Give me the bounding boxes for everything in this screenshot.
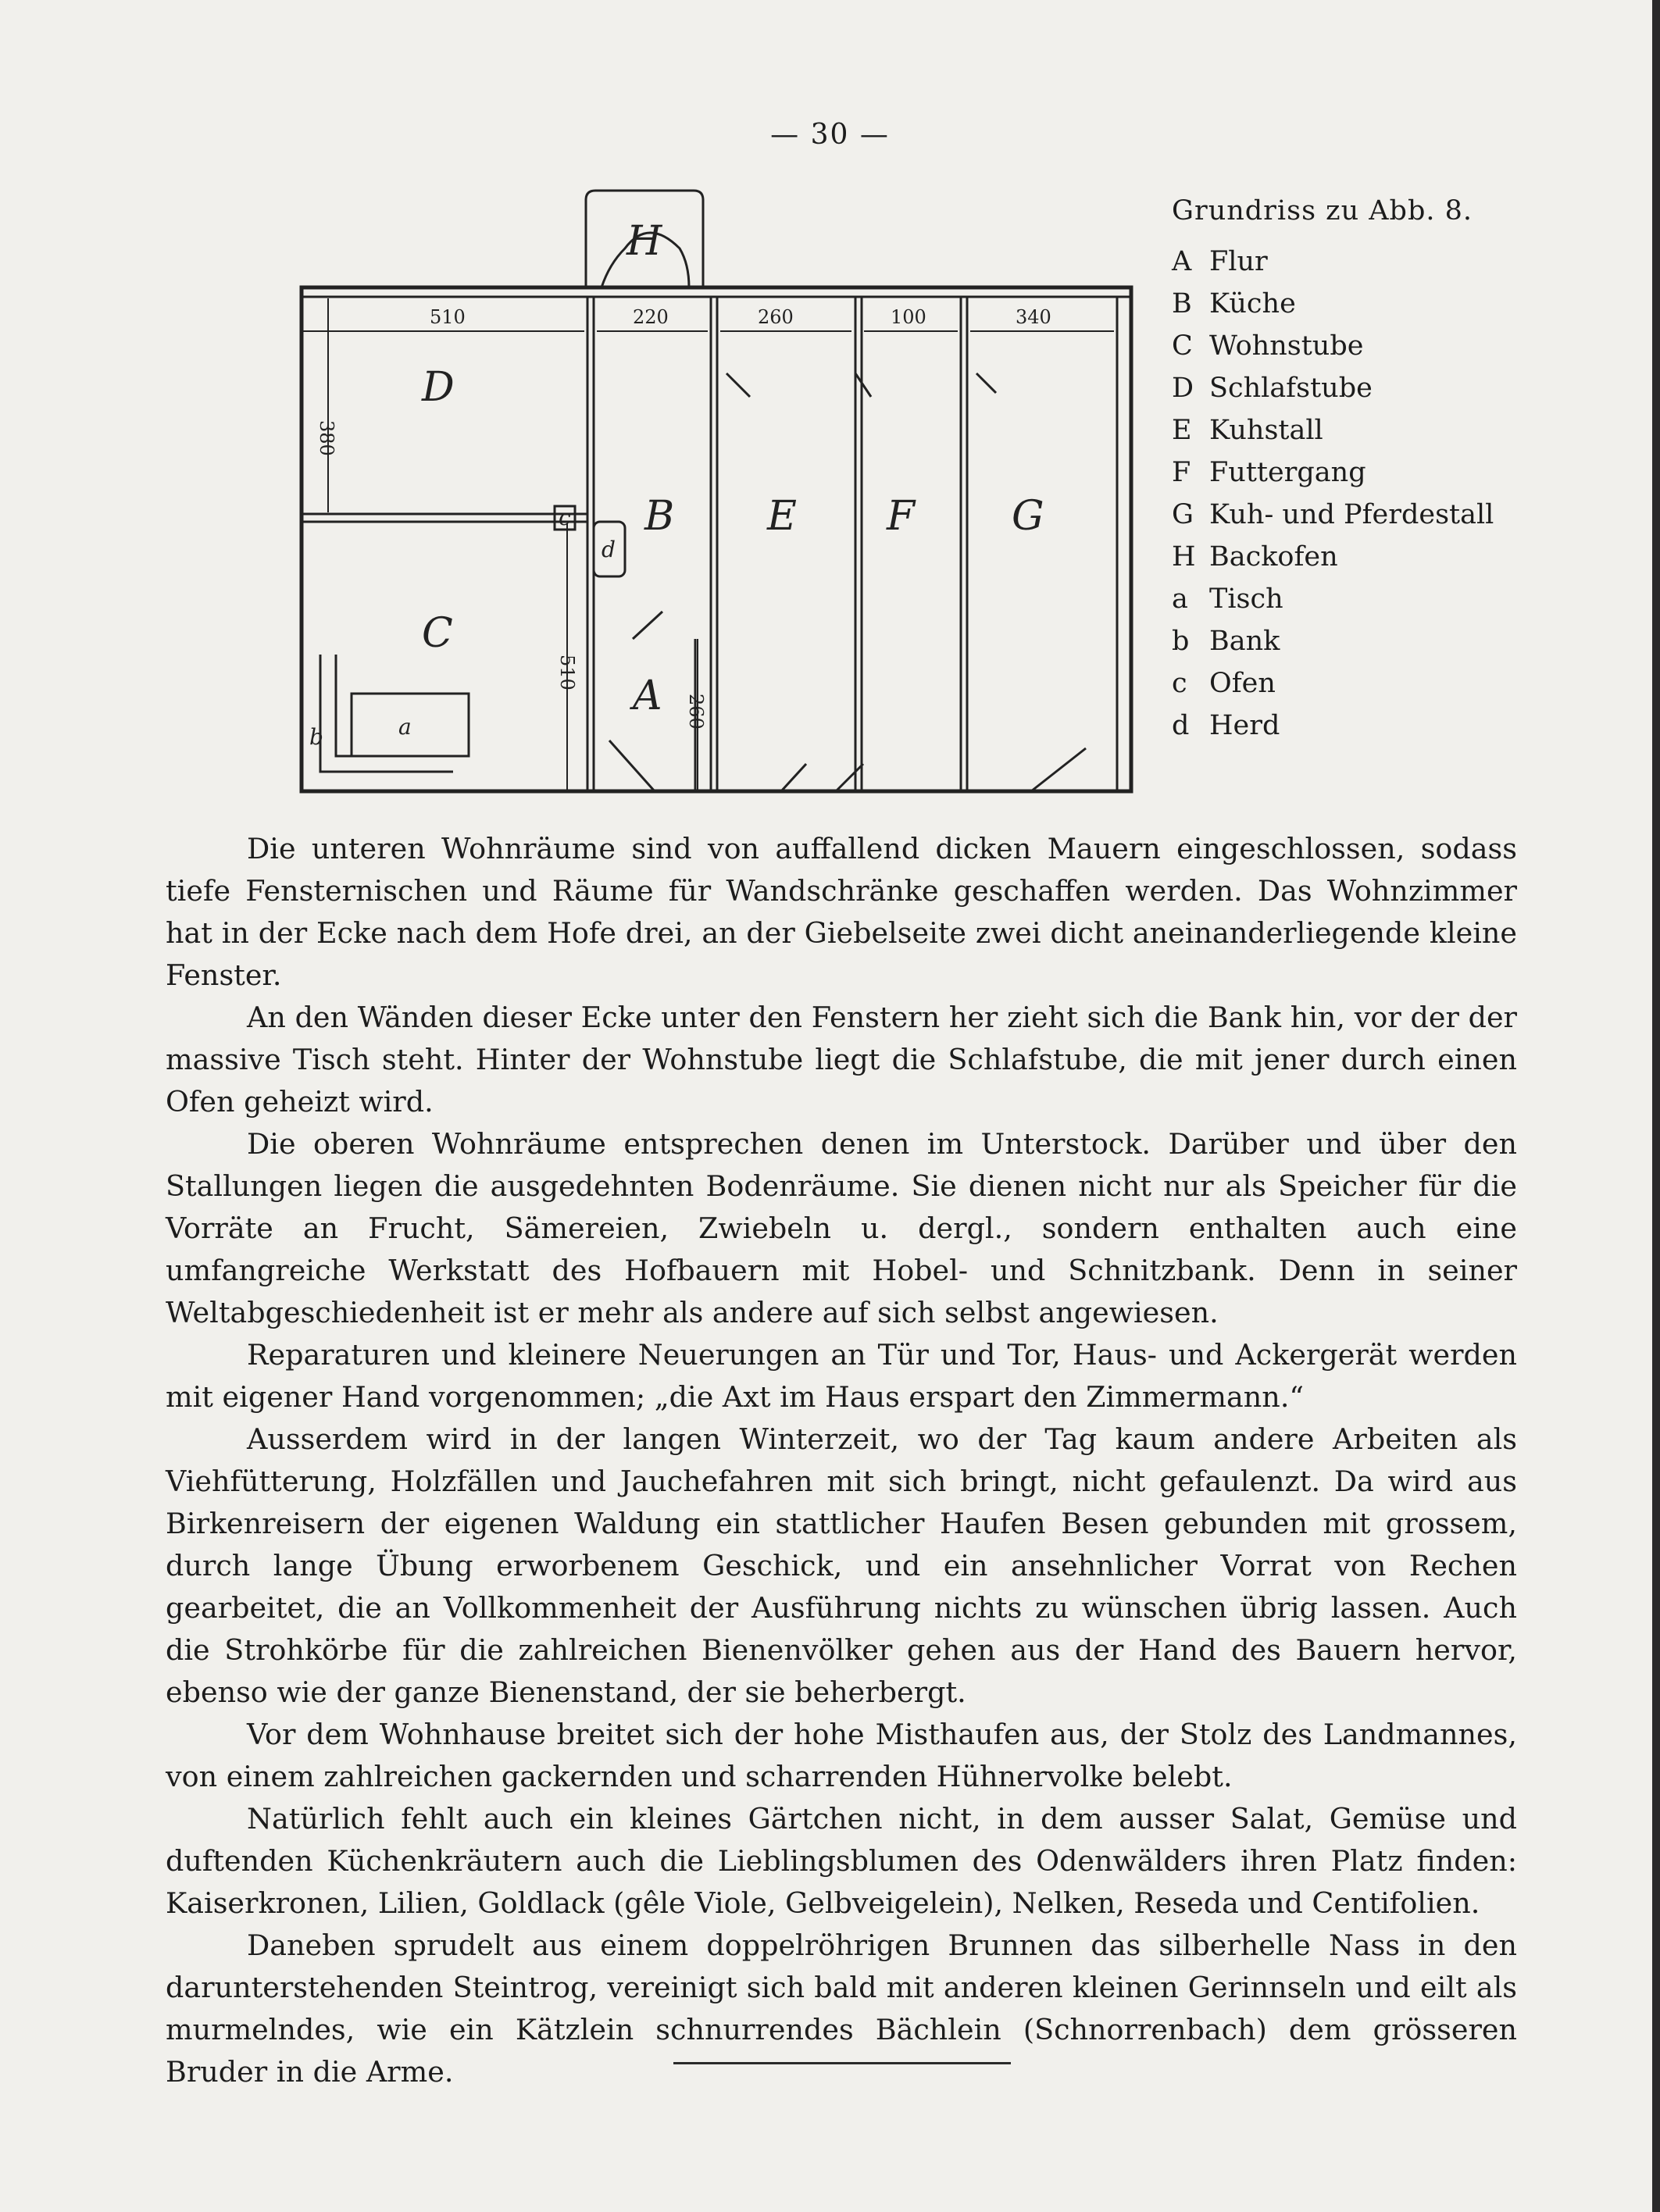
- room-label-d: D: [422, 364, 455, 411]
- legend-key: d: [1172, 710, 1190, 741]
- legend-label: Herd: [1209, 710, 1280, 741]
- dim-510: 510: [430, 306, 466, 328]
- legend-key: D: [1172, 373, 1194, 404]
- legend-key: G: [1172, 499, 1194, 530]
- legend-label: Schlafstube: [1209, 373, 1373, 404]
- page-number: — 30 —: [770, 119, 890, 151]
- furniture-label-d: d: [602, 537, 616, 562]
- dim-510-vertical: 510: [556, 655, 578, 690]
- legend-key: a: [1172, 583, 1188, 615]
- legend-item-h-upper: [1172, 536, 1539, 578]
- paragraph: Reparaturen und kleinere Neuerungen an Tür und Tor, Haus- und Ackergerät werden mit eigener Hand vorgenommen; „die Axt im Haus erspart den Zimmermann.“: [166, 1338, 1517, 1414]
- page-edge: [1652, 0, 1660, 2212]
- legend-label: Futtergang: [1209, 457, 1366, 488]
- paragraph: An den Wänden dieser Ecke unter den Fenstern her zieht sich die Bank hin, vor der der massive Tisch steht. Hinter der Wohnstube liegt die Schlafstube, die mit jener durch einen Ofen geheizt wird.: [166, 1001, 1517, 1118]
- paragraph: Daneben sprudelt aus einem doppelröhrigen Brunnen das silberhelle Nass in den darunterstehenden Steintrog, vereinigt sich bald mit anderen kleinen Gerinnseln und eilt als murmelndes, wie ein Kätzlein schnurrendes Bächlein (Schnorrenbach) dem grösseren Bruder in die Arme.: [166, 1928, 1517, 2089]
- dim-380: 380: [316, 420, 337, 456]
- end-rule: [673, 2062, 1011, 2064]
- furniture-label-b: b: [309, 724, 323, 750]
- room-label-c: C: [422, 610, 453, 657]
- legend-label: Kuh- und Pferdestall: [1209, 499, 1494, 530]
- furniture-label-a: a: [398, 714, 412, 740]
- legend-key: A: [1172, 246, 1192, 277]
- paragraph: Vor dem Wohnhause breitet sich der hohe Misthaufen aus, der Stolz des Landmannes, von einem zahlreichen gackernden und scharrenden Hühnervolke belebt.: [166, 1718, 1517, 1793]
- legend-item-b-upper: [1172, 283, 1539, 325]
- dim-340: 340: [1016, 306, 1051, 328]
- room-label-b: B: [644, 493, 675, 540]
- legend-label: Backofen: [1209, 541, 1338, 573]
- legend-item-e-upper: [1172, 409, 1539, 451]
- legend-key: C: [1172, 330, 1193, 362]
- legend-key: E: [1172, 415, 1192, 446]
- legend-label: Tisch: [1209, 583, 1283, 615]
- legend-key: b: [1172, 626, 1190, 657]
- body-text: [166, 828, 1517, 2093]
- room-label-f: F: [887, 493, 916, 540]
- legend-label: Ofen: [1209, 668, 1276, 699]
- legend-item-a-upper: [1172, 241, 1539, 283]
- paragraph: Die unteren Wohnräume sind von auffallend dicken Mauern eingeschlossen, sodass tiefe Fensternischen und Räume für Wandschränke geschaffen werden. Das Wohnzimmer hat in der Ecke nach dem Hofe drei, an der Giebelseite zwei dicht aneinanderliegende kleine Fenster.: [166, 832, 1517, 992]
- legend-item-d-lower: [1172, 705, 1539, 747]
- legend-item-b-lower: [1172, 620, 1539, 662]
- legend-label: Bank: [1209, 626, 1280, 657]
- legend: [1172, 195, 1539, 747]
- furniture-label-c: c: [559, 505, 571, 530]
- floor-plan: [289, 186, 1141, 803]
- legend-key: H: [1172, 541, 1196, 573]
- paragraph: Die oberen Wohnräume entsprechen denen im Unterstock. Darüber und über den Stallungen liegen die ausgedehnten Bodenräume. Sie dienen nicht nur als Speicher für die Vorräte an Frucht, Sämereien, Zwiebeln u. dergl., sondern enthalten auch eine umfangreiche Werkstatt des Hofbauern mit Hobel- und Schnitzbank. Denn in seiner Weltabgeschiedenheit ist er mehr als andere auf sich selbst angewiesen.: [166, 1127, 1517, 1329]
- dim-100: 100: [891, 306, 926, 328]
- dim-260: 260: [758, 306, 794, 328]
- legend-item-g-upper: [1172, 494, 1539, 536]
- legend-item-c-lower: [1172, 662, 1539, 705]
- dim-220: 220: [633, 306, 669, 328]
- bench-outline: [320, 655, 453, 772]
- dim-260-vertical: 260: [685, 694, 707, 730]
- legend-label: Flur: [1209, 246, 1268, 277]
- legend-item-a-lower: [1172, 578, 1539, 620]
- legend-label: Wohnstube: [1209, 330, 1364, 362]
- legend-item-c-upper: [1172, 325, 1539, 367]
- room-label-a: A: [633, 673, 662, 719]
- room-label-g: G: [1012, 493, 1044, 540]
- legend-title: Grundriss zu Abb. 8.: [1172, 195, 1473, 227]
- legend-label: Küche: [1209, 288, 1296, 319]
- legend-item-d-upper: [1172, 367, 1539, 409]
- paragraph: Natürlich fehlt auch ein kleines Gärtchen nicht, in dem ausser Salat, Gemüse und duftenden Küchenkräutern auch die Lieblingsblumen des Odenwälders ihren Platz finden: Kaiserkronen, Lilien, Goldlack (gêle Viole, Gelbveigelein), Nelken, Reseda und Centifolien.: [166, 1802, 1517, 1920]
- legend-item-f-upper: [1172, 451, 1539, 494]
- legend-key: B: [1172, 288, 1192, 319]
- paragraph: Ausserdem wird in der langen Winterzeit, wo der Tag kaum andere Arbeiten als Viehfütterung, Holzfällen und Jauchefahren mit sich bringt, nicht gefaulenzt. Da wird aus Birkenreisern der eigenen Waldung ein stattlicher Haufen Besen gebunden mit grossem, durch lange Übung erworbenem Geschick, und ein ansehnlicher Vorrat von Rechen gearbeitet, die an Vollkommenheit der Ausführung nichts zu wünschen übrig lassen. Auch die Strohkörbe für die zahlreichen Bienenvölker gehen aus der Hand des Bauern hervor, ebenso wie der ganze Bienenstand, der sie beherbergt.: [166, 1422, 1517, 1709]
- door-kitchen: [633, 612, 662, 639]
- legend-key: c: [1172, 668, 1187, 699]
- room-label-h: H: [627, 218, 662, 265]
- legend-key: F: [1172, 457, 1191, 488]
- room-label-e: E: [767, 493, 797, 540]
- legend-label: Kuhstall: [1209, 415, 1323, 446]
- floor-plan-drawing: [289, 186, 1141, 803]
